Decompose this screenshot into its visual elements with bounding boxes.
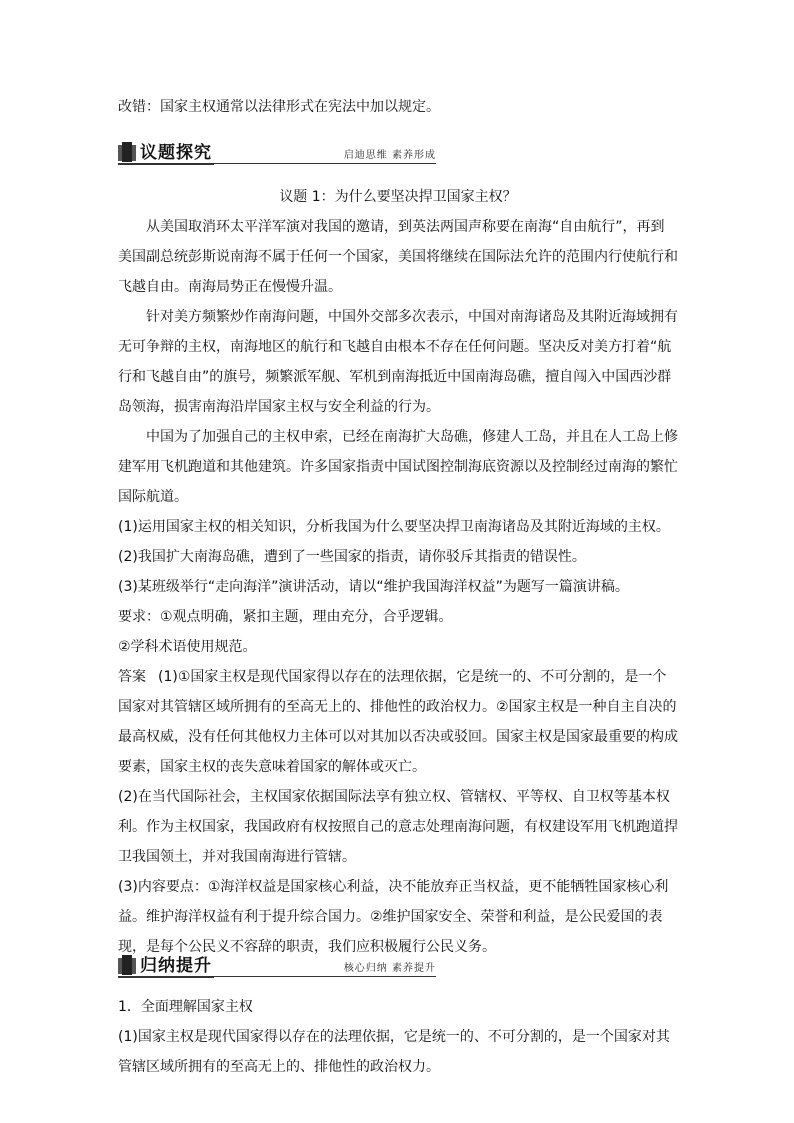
correction-text: 改错：国家主权通常以法律形式在宪法中加以规定。 bbox=[118, 99, 440, 115]
summary-heading: 1．全面理解国家主权 bbox=[118, 999, 253, 1015]
requirement-1: 要求：①观点明确，紧扣主题，理由充分，合乎逻辑。 bbox=[118, 609, 453, 625]
requirement-2: ②学科术语使用规范。 bbox=[118, 639, 257, 655]
header-marker-accent bbox=[122, 955, 132, 975]
paragraph-2: 针对美方频繁炒作南海问题，中国外交部多次表示，中国对南海诸岛及其附近海域拥有无可争辩的主权，南海地区的航行和飞越自由根本不存在任何问题。坚决反对美方打着“航行和飞越自由”的旗号，频繁派军舰、军机到南海抵近中国南海岛礁，擅自闯入中国西沙群岛领海，损害南海沿岸国家主权与安全利益的行为。 bbox=[118, 309, 678, 415]
answer-part-1 bbox=[118, 662, 678, 782]
paragraph-3: 中国为了加强自己的主权申索，已经在南海扩大岛礁，修建人工岛，并且在人工岛上修建军用飞机跑道和其他建筑。许多国家指责中国试图控制海底资源以及控制经过南海的繁忙国际航道。 bbox=[118, 429, 678, 505]
header-marker-accent bbox=[122, 142, 132, 162]
answer-text-1: (1)①国家主权是现代国家得以存在的法理依据，它是统一的、不可分割的，是一个国家对其管辖区域所拥有的至高无上的、排他性的政治权力。②国家主权是一种自主自决的最高权威，没有任何其他权力主体可以对其加以否决或驳回。国家主权是国家最重要的构成要素，国家主权的丧失意味着国家的解体或灭亡。 bbox=[118, 669, 678, 775]
question-3: (3)某班级举行“走向海洋”演讲活动，请以“维护我国海洋权益”为题写一篇演讲稿。 bbox=[118, 579, 629, 595]
paragraph-1: 从美国取消环太平洋军演对我国的邀请，到英法两国声称要在南海“自由航行”，再到美国副总统彭斯说南海不属于任何一个国家，美国将继续在国际法允许的范围内行使航行和飞越自由。南海局势正在慢慢升温。 bbox=[118, 219, 678, 295]
answer-part-3: (3)内容要点：①海洋权益是国家核心利益，决不能放弃正当权益，更不能牺牲国家核心利益。维护海洋权益有利于提升综合国力。②维护国家安全、荣誉和利益，是公民爱国的表现，是每个公民义不容辞的职责，我们应积极履行公民义务。 bbox=[118, 879, 669, 955]
answer-label: 答案 bbox=[118, 669, 146, 685]
section-subtitle: 启迪思维 素养形成 bbox=[343, 150, 436, 161]
section-header-inquiry bbox=[118, 142, 436, 164]
summary-item-1: (1)国家主权是现代国家得以存在的法理依据，它是统一的、不可分割的，是一个国家对其管辖区域所拥有的至高无上的、排他性的政治权力。 bbox=[118, 1029, 670, 1075]
topic-title: 议题 1：为什么要坚决捍卫国家主权？ bbox=[279, 189, 517, 205]
question-2: (2)我国扩大南海岛礁，遭到了一些国家的指责，请你驳斥其指责的错误性。 bbox=[118, 549, 586, 565]
section-title: 归纳提升 bbox=[140, 956, 212, 976]
header-rule-accent bbox=[118, 976, 214, 978]
question-1: (1)运用国家主权的相关知识，分析我国为什么要坚决捍卫南海诸岛及其附近海域的主权。 bbox=[118, 519, 670, 535]
section-subtitle: 核心归纳 素养提升 bbox=[343, 963, 436, 974]
section-header-summary bbox=[118, 955, 436, 977]
header-rule-accent bbox=[118, 163, 214, 165]
answer-part-2: (2)在当代国际社会，主权国家依据国际法享有独立权、管辖权、平等权、自卫权等基本权利。作为主权国家，我国政府有权按照自己的意志处理南海问题，有权建设军用飞机跑道捍卫我国领土，并对我国南海进行管辖。 bbox=[118, 789, 678, 865]
section-title: 议题探究 bbox=[140, 143, 212, 163]
